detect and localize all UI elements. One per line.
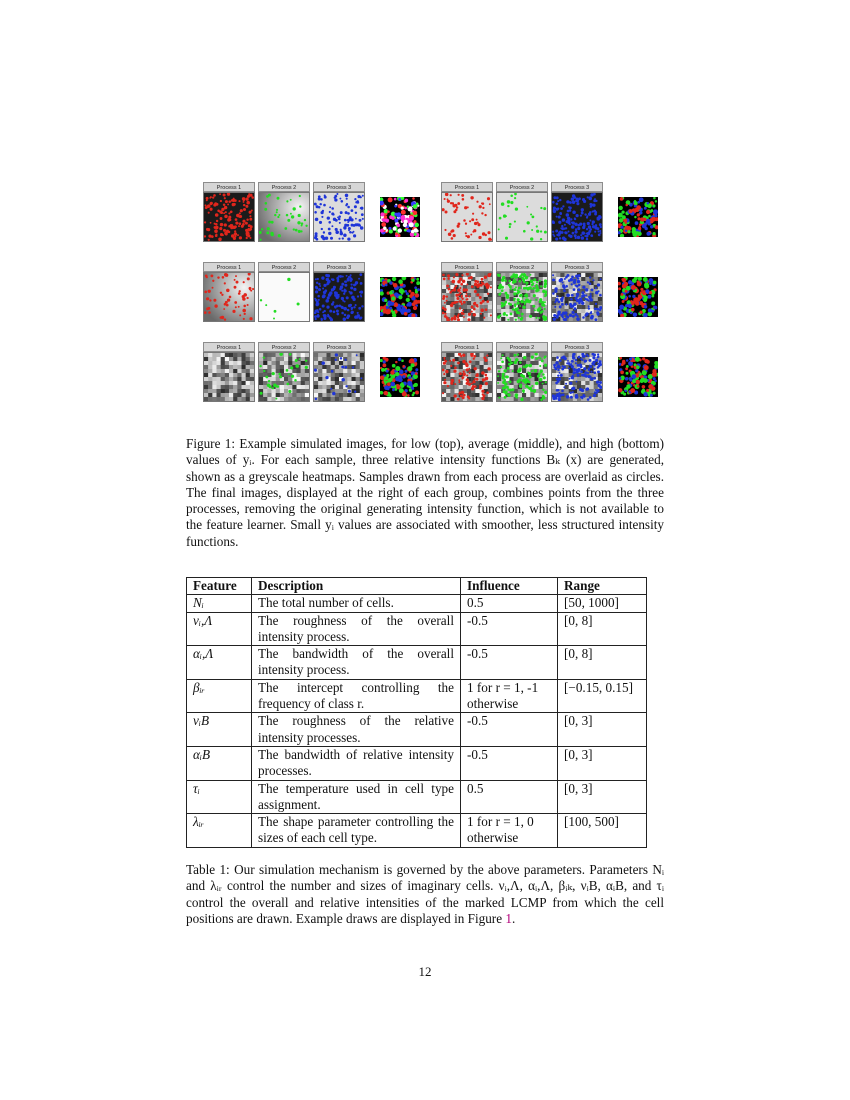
- intensity-heatmap: [258, 192, 310, 242]
- process-panel-title: Process 3: [313, 342, 365, 352]
- table-caption-label: Table 1:: [186, 862, 230, 877]
- parameter-table: [186, 577, 647, 848]
- range-cell: [100, 500]: [558, 814, 647, 848]
- header-range: Range: [558, 578, 647, 595]
- process-panel: [496, 182, 548, 242]
- process-panel: [313, 342, 365, 402]
- range-cell: [0, 3]: [558, 746, 647, 780]
- table-row: [187, 612, 647, 646]
- process-panel-title: Process 1: [203, 262, 255, 272]
- intensity-heatmap: [551, 192, 603, 242]
- process-panel: [203, 342, 255, 402]
- process-panel: [551, 342, 603, 402]
- description-cell: The temperature used in cell type assignment.: [252, 780, 461, 814]
- process-panel: [258, 342, 310, 402]
- feature-cell: βᵢᵣ: [187, 679, 252, 713]
- process-panel: [441, 262, 493, 322]
- table-row: [187, 746, 647, 780]
- range-cell: [0, 8]: [558, 612, 647, 646]
- feature-cell: νᵢB: [187, 713, 252, 747]
- feature-cell: λᵢᵣ: [187, 814, 252, 848]
- process-panel: [441, 182, 493, 242]
- process-panel: [551, 182, 603, 242]
- influence-cell: -0.5: [461, 646, 558, 680]
- process-panel-title: Process 2: [496, 262, 548, 272]
- intensity-heatmap: [551, 352, 603, 402]
- process-panel-title: Process 3: [551, 342, 603, 352]
- feature-cell: νᵢ,Λ: [187, 612, 252, 646]
- intensity-heatmap: [496, 352, 548, 402]
- intensity-heatmap: [313, 352, 365, 402]
- header-influence: Influence: [461, 578, 558, 595]
- influence-cell: 0.5: [461, 780, 558, 814]
- intensity-heatmap: [441, 192, 493, 242]
- figure-caption-label: Figure 1:: [186, 436, 236, 451]
- feature-cell: αᵢ,Λ: [187, 646, 252, 680]
- process-panel-title: Process 2: [258, 262, 310, 272]
- intensity-heatmap: [441, 272, 493, 322]
- table-caption-end: .: [511, 910, 516, 926]
- process-panel: [203, 182, 255, 242]
- final-image: [380, 197, 420, 237]
- process-panel-title: Process 3: [551, 262, 603, 272]
- process-panel-title: Process 3: [313, 262, 365, 272]
- process-panel: [203, 262, 255, 322]
- process-panel: [496, 342, 548, 402]
- description-cell: The roughness of the overall intensity process.: [252, 612, 461, 646]
- process-panel: [313, 182, 365, 242]
- table-row: [187, 595, 647, 612]
- description-cell: The roughness of the relative intensity processes.: [252, 713, 461, 747]
- process-panel-title: Process 3: [551, 182, 603, 192]
- table-caption-text: Our simulation mechanism is governed by the above parameters. Parameters Nᵢ and λᵢᵣ control the number and sizes of imaginary cells. νᵢ,Λ, αᵢ,Λ, βᵢₖ, νᵢB, αᵢB, and τᵢ control the overall and relative intensities of the marked LCMP from which the cell positions are drawn. Example draws are displayed in Figure: [186, 862, 665, 926]
- page-number: 12: [418, 964, 432, 979]
- intensity-heatmap: [551, 272, 603, 322]
- description-cell: The shape parameter controlling the sizes of each cell type.: [252, 814, 461, 848]
- intensity-heatmap: [313, 272, 365, 322]
- range-cell: [50, 1000]: [558, 595, 647, 612]
- table-row: [187, 814, 647, 848]
- process-panel-title: Process 2: [258, 342, 310, 352]
- intensity-heatmap: [258, 352, 310, 402]
- intensity-heatmap: [496, 192, 548, 242]
- process-panel-title: Process 1: [441, 342, 493, 352]
- figure-1: [203, 182, 663, 407]
- description-cell: The total number of cells.: [252, 595, 461, 612]
- intensity-heatmap: [258, 272, 310, 322]
- process-panel: [258, 262, 310, 322]
- figure-reference-link[interactable]: 1: [505, 910, 512, 926]
- table-header-row: [187, 578, 647, 595]
- final-image: [618, 357, 658, 397]
- feature-cell: Nᵢ: [187, 595, 252, 612]
- description-cell: The bandwidth of the overall intensity process.: [252, 646, 461, 680]
- final-image: [618, 197, 658, 237]
- range-cell: [0, 3]: [558, 780, 647, 814]
- influence-cell: 1 for r = 1, -1 otherwise: [461, 679, 558, 713]
- header-feature: Feature: [187, 578, 252, 595]
- intensity-heatmap: [203, 192, 255, 242]
- feature-cell: τᵢ: [187, 780, 252, 814]
- feature-cell: αᵢB: [187, 746, 252, 780]
- intensity-heatmap: [313, 192, 365, 242]
- final-image: [618, 277, 658, 317]
- process-panel-title: Process 1: [441, 262, 493, 272]
- table-row: [187, 646, 647, 680]
- table-row: [187, 713, 647, 747]
- process-panel-title: Process 1: [203, 182, 255, 192]
- process-panel-title: Process 1: [203, 342, 255, 352]
- range-cell: [−0.15, 0.15]: [558, 679, 647, 713]
- influence-cell: 1 for r = 1, 0 otherwise: [461, 814, 558, 848]
- process-panel: [313, 262, 365, 322]
- influence-cell: 0.5: [461, 595, 558, 612]
- process-panel-title: Process 2: [496, 182, 548, 192]
- range-cell: [0, 8]: [558, 646, 647, 680]
- header-description: Description: [252, 578, 461, 595]
- intensity-heatmap: [496, 272, 548, 322]
- influence-cell: -0.5: [461, 612, 558, 646]
- description-cell: The intercept controlling the frequency of class r.: [252, 679, 461, 713]
- final-image: [380, 357, 420, 397]
- process-panel: [551, 262, 603, 322]
- process-panel: [441, 342, 493, 402]
- process-panel-title: Process 3: [313, 182, 365, 192]
- intensity-heatmap: [441, 352, 493, 402]
- process-panel-title: Process 1: [441, 182, 493, 192]
- range-cell: [0, 3]: [558, 713, 647, 747]
- process-panel: [496, 262, 548, 322]
- process-panel-title: Process 2: [258, 182, 310, 192]
- final-image: [380, 277, 420, 317]
- figure-caption: [186, 436, 664, 550]
- table-row: [187, 780, 647, 814]
- process-panel-title: Process 2: [496, 342, 548, 352]
- influence-cell: -0.5: [461, 746, 558, 780]
- influence-cell: -0.5: [461, 713, 558, 747]
- description-cell: The bandwidth of relative intensity processes.: [252, 746, 461, 780]
- table-row: [187, 679, 647, 713]
- process-panel: [258, 182, 310, 242]
- table-caption: [186, 862, 664, 927]
- figure-caption-text: Example simulated images, for low (top), average (middle), and high (bottom) values of yᵢ. For each sample, three relative intensity functions Bₖ (x) are generated, shown as a greyscale heatmaps. Samples drawn from each process are overlaid as circles. The final images, displayed at the right of each group, combines points from the three processes, removing the original generating intensity function, which is not available to the feature learner. Small yᵢ values are associated with smoother, less structured intensity functions.: [186, 436, 664, 549]
- intensity-heatmap: [203, 352, 255, 402]
- intensity-heatmap: [203, 272, 255, 322]
